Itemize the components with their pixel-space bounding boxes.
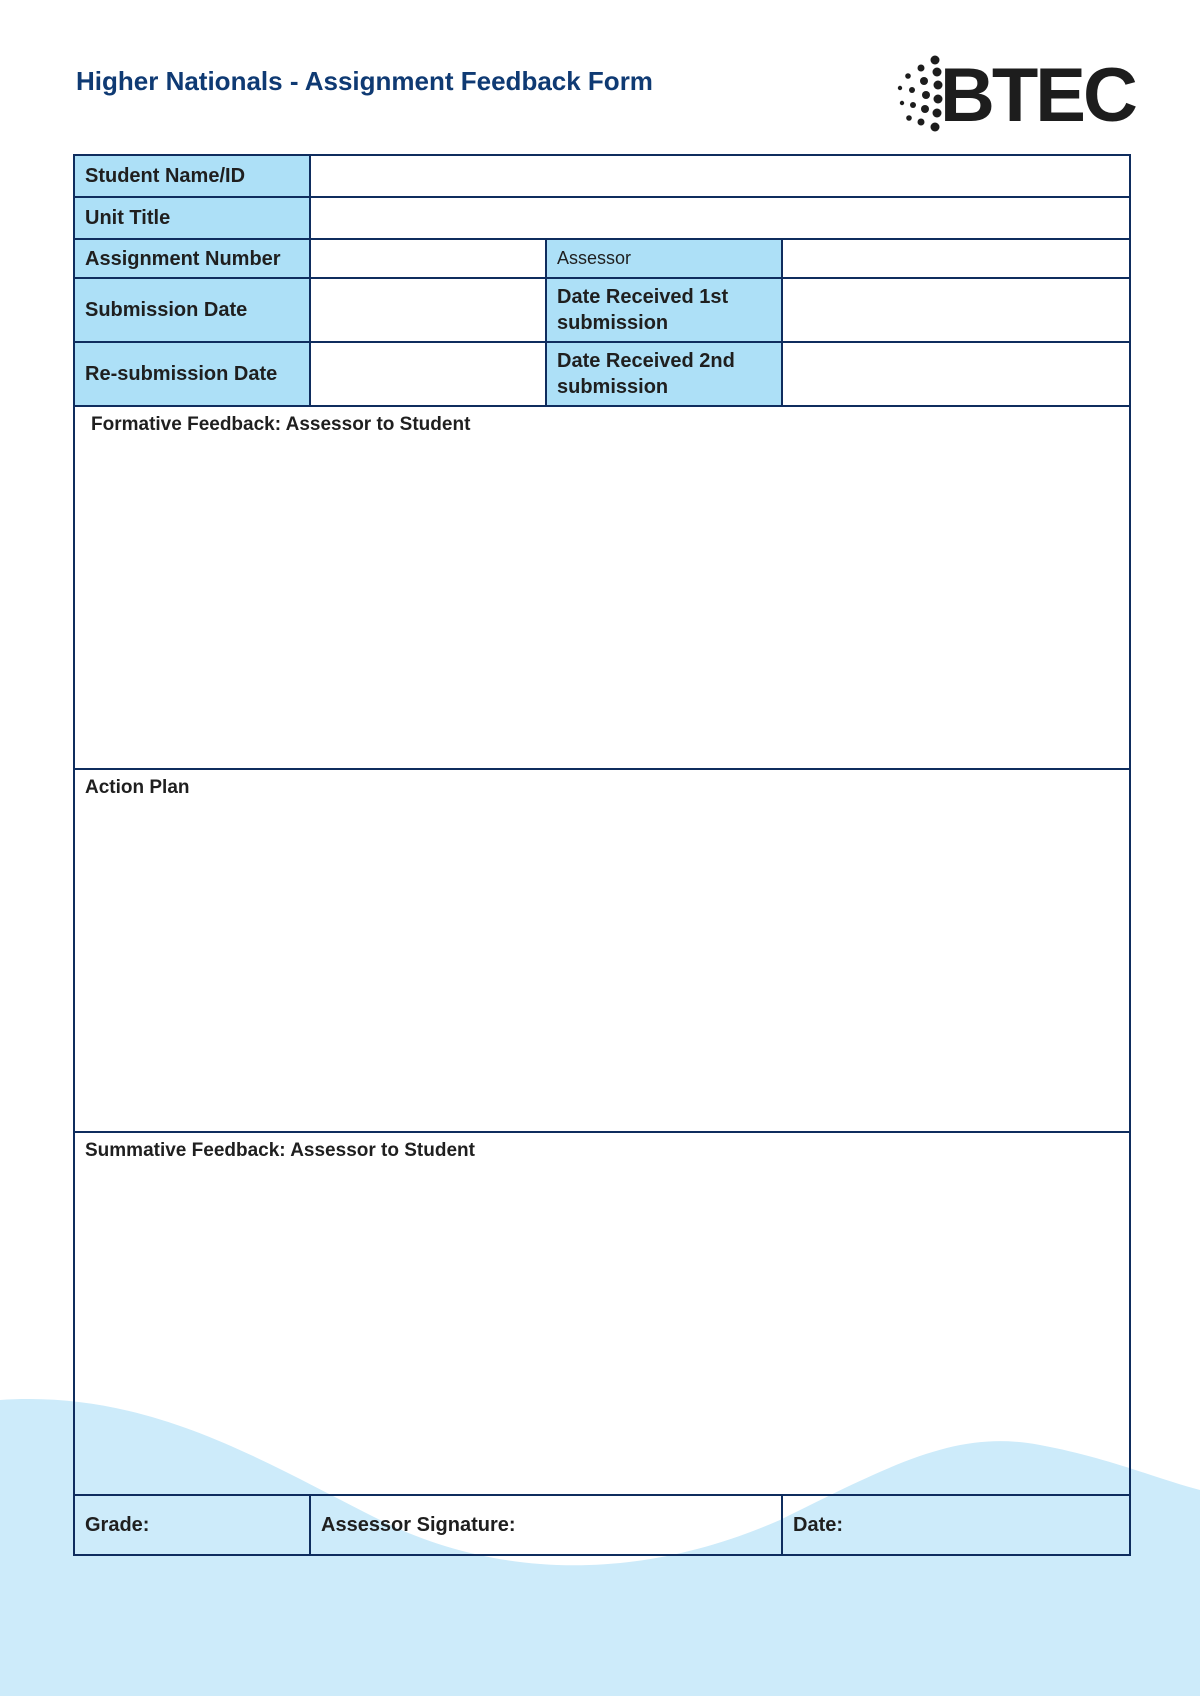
resubmission-date-label: Re-submission Date: [74, 342, 310, 406]
row-student-name: [74, 155, 1130, 197]
dot-pattern-icon: [896, 52, 946, 138]
date-label: Date:: [793, 1514, 844, 1536]
submission-date-label: Submission Date: [74, 278, 310, 342]
grade-field[interactable]: [74, 1495, 310, 1555]
row-submission-date: [74, 278, 1130, 342]
logo-wordmark: BTEC: [940, 53, 1135, 138]
date-received-2nd-label: Date Received 2nd submission: [546, 342, 782, 406]
grade-label: Grade:: [85, 1514, 150, 1536]
action-plan-label: Action Plan: [85, 777, 190, 798]
date-received-2nd-field[interactable]: [782, 342, 1130, 406]
date-received-1st-field[interactable]: [782, 278, 1130, 342]
row-signoff: [74, 1495, 1130, 1555]
unit-title-label: Unit Title: [74, 197, 310, 239]
row-unit-title: [74, 197, 1130, 239]
assignment-number-field[interactable]: [310, 239, 546, 278]
assessor-label: Assessor: [546, 239, 782, 278]
assessor-field[interactable]: [782, 239, 1130, 278]
row-summative-feedback: [74, 1132, 1130, 1495]
summative-feedback-area[interactable]: [74, 1132, 1130, 1495]
row-formative-feedback: [74, 406, 1130, 769]
date-received-1st-label: Date Received 1st submission: [546, 278, 782, 342]
feedback-form-table: [73, 154, 1131, 1556]
submission-date-field[interactable]: [310, 278, 546, 342]
date-field[interactable]: [782, 1495, 1130, 1555]
row-action-plan: [74, 769, 1130, 1132]
resubmission-date-field[interactable]: [310, 342, 546, 406]
student-name-label: Student Name/ID: [74, 155, 310, 197]
row-assignment-number: [74, 239, 1130, 278]
student-name-field[interactable]: [310, 155, 1130, 197]
formative-feedback-label: Formative Feedback: Assessor to Student: [91, 414, 471, 435]
assessor-signature-label: Assessor Signature:: [321, 1514, 516, 1536]
page-title: Higher Nationals - Assignment Feedback Form: [76, 66, 653, 96]
assignment-number-label: Assignment Number: [74, 239, 310, 278]
assessor-signature-field[interactable]: [310, 1495, 782, 1555]
unit-title-field[interactable]: [310, 197, 1130, 239]
btec-logo: [896, 52, 1135, 138]
action-plan-area[interactable]: [74, 769, 1130, 1132]
row-resubmission-date: [74, 342, 1130, 406]
summative-feedback-label: Summative Feedback: Assessor to Student: [85, 1140, 475, 1161]
formative-feedback-area[interactable]: [74, 406, 1130, 769]
